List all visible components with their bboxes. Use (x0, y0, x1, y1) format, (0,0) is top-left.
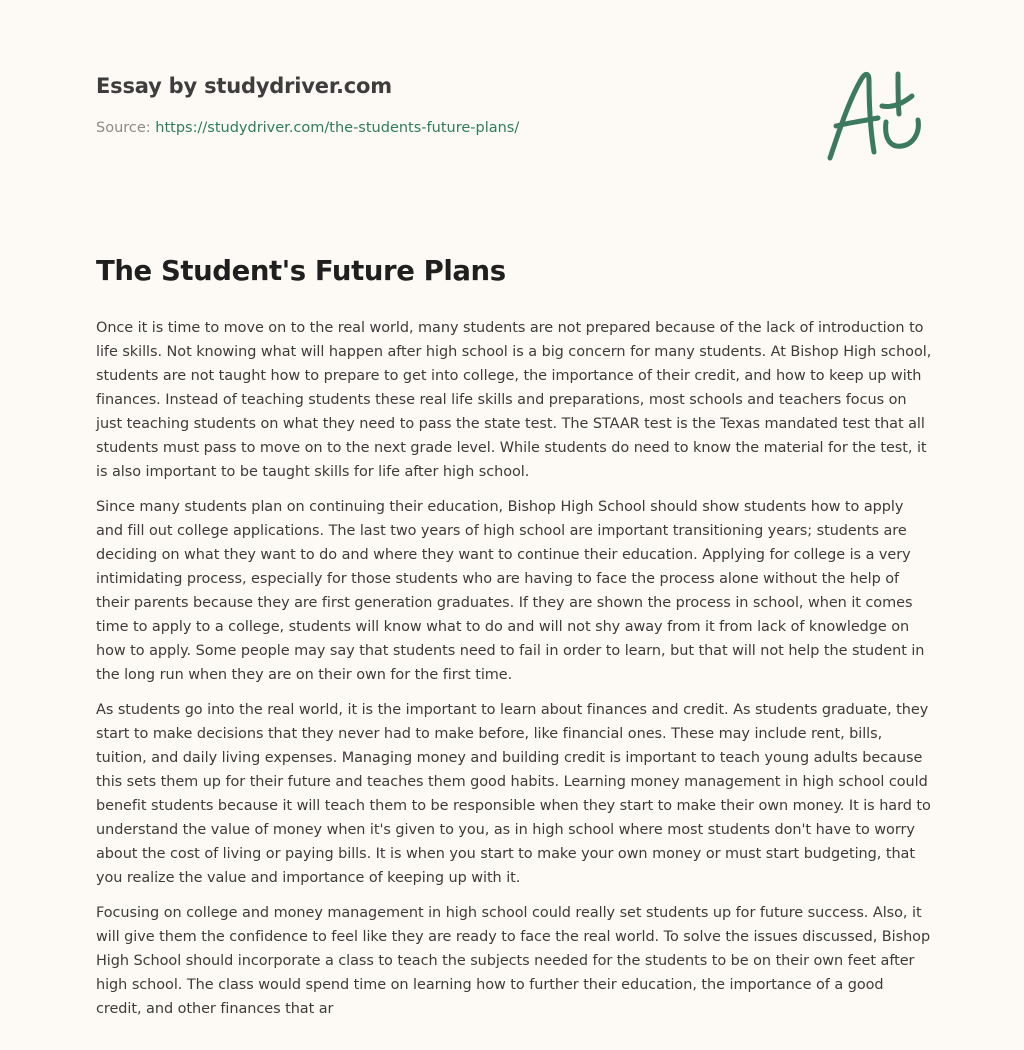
source-link[interactable]: https://studydriver.com/the-students-future-plans/ (155, 120, 520, 136)
source-label: Source: (96, 120, 156, 136)
essay-paragraph: Once it is time to move on to the real world, many students are not prepared because of the lack of introduction to life skills. Not knowing what will happen after high school is a big concern for many students. At Bishop High school, students are not taught how to prepare to get into college, the importance of their credit, and how to keep up with finances. Instead of teaching students these real life skills and preparations, most schools and teachers focus on just teaching students on what they need to pass the state test. The STAAR test is the Texas mandated test that all students must pass to move on to the next grade level. While students do need to know the material for the test, it is also important to be taught skills for life after high school. (96, 320, 932, 480)
essay-paragraph: Focusing on college and money management in high school could really set students up for future success. Also, it will give them the confidence to feel like they are ready to face the real world. To solve the issues discussed, Bishop High School should incorporate a class to teach the subjects needed for the students to be on their own feet after high school. The class would spend time on learning how to further their education, the importance of a good credit, and other finances that ar (96, 905, 931, 1017)
essay-body (96, 316, 932, 1032)
essay-title: The Student's Future Plans (96, 255, 506, 287)
essay-paragraph: Since many students plan on continuing their education, Bishop High School should show students how to apply and fill out college applications. The last two years of high school are important transitioning years; students are deciding on what they want to do and where they want to continue their education. Applying for college is a very intimidating process, especially for those students who are having to face the process alone without the help of their parents because they are first generation graduates. If they are shown the process in school, when it comes time to apply to a college, students will know what to do and will not shy away from it from lack of knowledge on how to apply. Some people may say that students need to fail in order to learn, but that will not help the student in the long run when they are on their own for the first time. (96, 499, 925, 683)
site-brand: Essay by studydriver.com (96, 74, 392, 98)
page-header (96, 74, 796, 136)
essay-paragraph: As students go into the real world, it is the important to learn about finances and credit. As students graduate, they start to make decisions that they never had to make before, like financial ones. These may include rent, bills, tuition, and daily living expenses. Managing money and building credit is important to teach young adults because this sets them up for their future and teaches them good habits. Learning money management in high school could benefit students because it will teach them to be responsible when they start to make their own money. It is hard to understand the value of money when it's given to you, as in high school where most students don't have to worry about the cost of living or paying bills. It is when you start to make your own money or must start budgeting, that you realize the value and importance of keeping up with it. (96, 702, 931, 886)
source-line (96, 120, 796, 136)
a-plus-logo-icon (822, 66, 932, 166)
